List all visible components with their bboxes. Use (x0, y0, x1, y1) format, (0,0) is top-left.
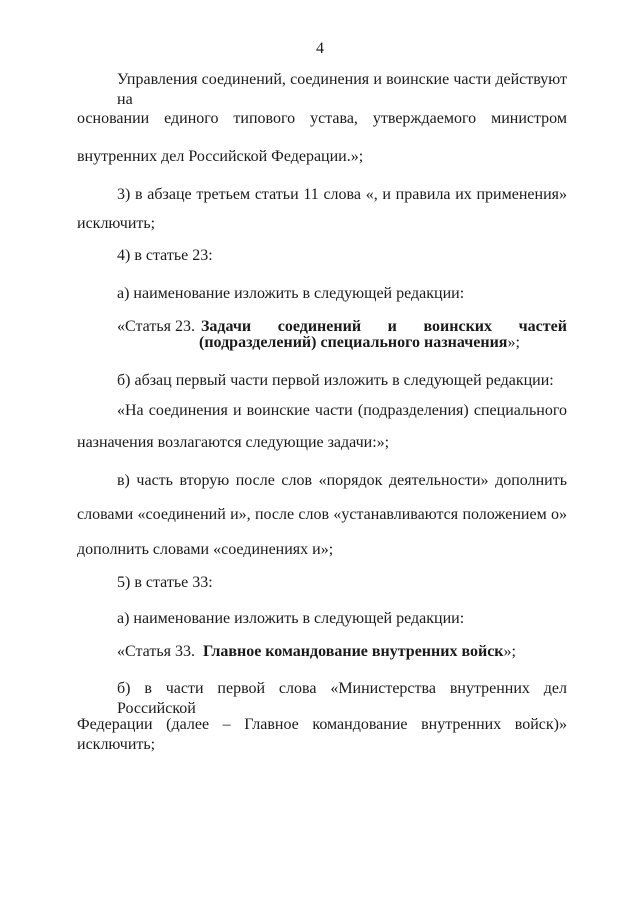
article-33-title: Главное командование внутренних войск (202, 643, 504, 660)
heading-word: и (387, 318, 397, 335)
article-23-prefix: «Статья 23. (117, 318, 195, 335)
text-line: б) абзац первый части первой изложить в следующей редакции: (117, 372, 554, 389)
text-line: «На соединения и воинские части (подразделения) специального (117, 402, 567, 419)
text-line: в) часть вторую после слов «порядок деятельности» дополнить (117, 472, 567, 489)
text-line: исключить; (77, 215, 156, 232)
text-line: Федерации (далее – Главное командование внутренних войск)» исключить; (77, 716, 567, 753)
article-23-tail: »; (507, 334, 520, 351)
heading-word: Задачи (200, 318, 252, 335)
text-line: б) в части первой слова «Министерства внутренних дел Российской (117, 680, 567, 717)
text-line: назначения возлагаются следующие задачи:»; (77, 434, 390, 451)
text-line: Управления соединений, соединения и воинские части действуют на (117, 71, 567, 108)
text-line: 4) в статье 23: (117, 247, 213, 264)
article-23-heading-continuation (199, 333, 520, 353)
text-line: а) наименование изложить в следующей редакции: (117, 610, 465, 627)
article-33-prefix: «Статья 33. (117, 643, 195, 660)
page-number: 4 (316, 40, 324, 57)
text-line: основании единого типового устава, утверждаемого министром (77, 110, 567, 127)
text-line: словами «соединений и», после слов «устанавливаются положением о» (77, 506, 567, 523)
text-line: 3) в абзаце третьем статьи 11 слова «, и правила их применения» (117, 186, 567, 203)
text-line: внутренних дел Российской Федерации.»; (77, 148, 364, 165)
heading-word: соединений (277, 318, 362, 335)
article-33-heading (77, 642, 567, 662)
heading-word: частей (518, 318, 567, 335)
text-line: а) наименование изложить в следующей редакции: (117, 285, 465, 302)
text-line: 5) в статье 33: (117, 574, 213, 591)
article-33-tail: »; (503, 643, 516, 660)
article-23-title-cont: (подразделений) специального назначения (199, 334, 508, 351)
text-line: дополнить словами «соединениях и»; (77, 541, 334, 558)
heading-word: воинских (423, 318, 493, 335)
